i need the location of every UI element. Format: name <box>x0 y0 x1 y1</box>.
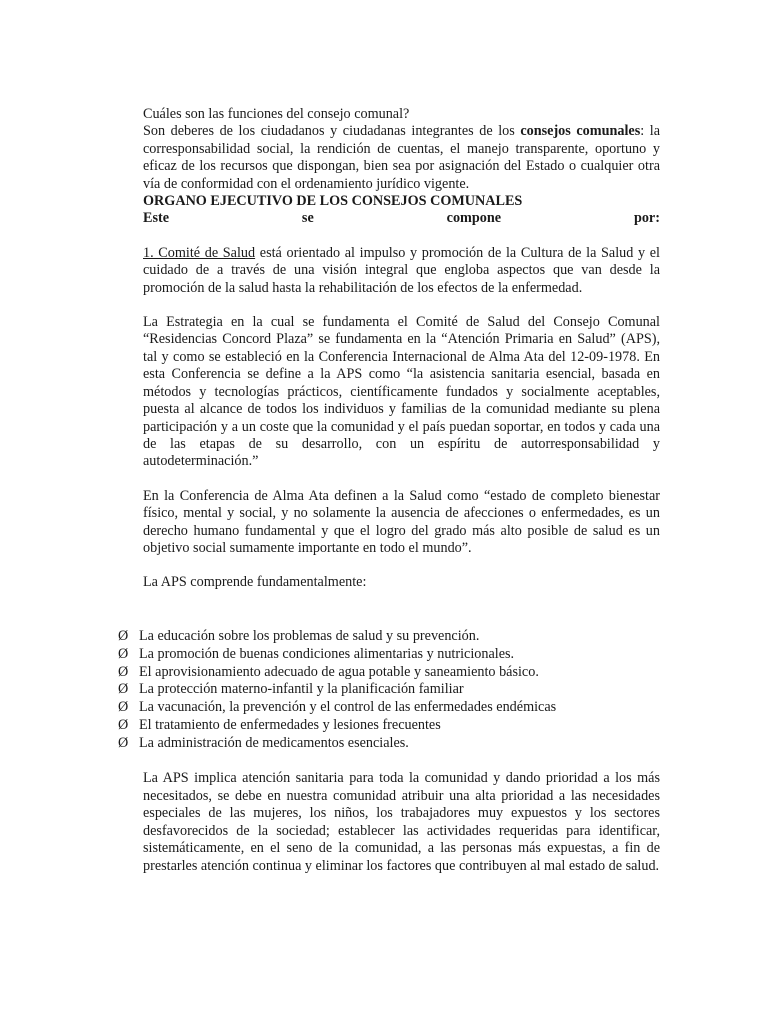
compose-line <box>143 210 660 227</box>
compose-word: Este <box>143 210 170 227</box>
list-item <box>118 646 678 664</box>
alma-ata-paragraph: En la Conferencia de Alma Ata definen a la Salud como “estado de completo bienestar físico, mental y social, y no solamente la ausencia de afecciones o enfermedades, es un derecho humano fundamental y que el logro del grado más alto posible de salud es un objetivo social sumamente importante en todo el mundo”. <box>143 487 660 556</box>
list-item-text: El aprovisionamiento adecuado de agua potable y saneamiento básico. <box>139 663 539 680</box>
list-item <box>118 699 678 717</box>
compose-word: se <box>301 210 314 227</box>
compose-word: por: <box>633 210 660 227</box>
aps-implica-paragraph: La APS implica atención sanitaria para toda la comunidad y dando prioridad a los más necesitados, se debe en nuestra comunidad atribuir una alta prioridad a las necesidades especiales de las mujeres, los niños, los trabajadores muy expuestos y los sectores desfavorecidos de la sociedad; establecer las actividades requeridas para identificar, sistemáticamente, en el seno de la comunidad, a las personas más expuestas, a fin de prestarles atención continua y eliminar los factores que contribuyen al mal estado de salud. <box>143 770 660 874</box>
question-line: Cuáles son las funciones del consejo comunal? <box>143 106 410 122</box>
aps-comprende-line: La APS comprende fundamentalmente: <box>143 574 367 591</box>
bullet-icon: Ø <box>118 663 129 680</box>
list-item <box>118 735 678 753</box>
list-item-text: La promoción de buenas condiciones alimentarias y nutricionales. <box>139 645 515 662</box>
list-item <box>118 717 678 735</box>
bullet-icon: Ø <box>118 716 129 733</box>
bullet-icon: Ø <box>118 628 129 644</box>
list-item <box>118 628 678 646</box>
intro-bold-term: consejos comunales <box>520 123 641 140</box>
list-item-text: La administración de medicamentos esenciales. <box>139 734 409 751</box>
comite-text: está orientado al impulso y promoción de la Cultura de la Salud y el cuidado de a través de una visión integral que engloba aspectos que van desde la promoción de la salud hasta la rehabilitación de los efectos de la enfermedad. <box>143 244 660 296</box>
aps-list <box>118 628 678 753</box>
bullet-icon: Ø <box>118 645 129 662</box>
intro-text-end: : la corresponsabilidad social, la rendición de cuentas, el manejo transparente, oportuno y eficaz de los recursos que dispongan, bien sea por asignación del Estado o cualquier otra vía de conformidad con el ordenamiento jurídico vigente. <box>143 123 660 192</box>
section-heading: ORGANO EJECUTIVO DE LOS CONSEJOS COMUNALES <box>143 193 523 210</box>
bullet-icon: Ø <box>118 681 129 698</box>
document-body <box>143 106 660 592</box>
estrategia-paragraph: La Estrategia en la cual se fundamenta el Comité de Salud del Consejo Comunal “Residencias Concord Plaza” se fundamenta en la “Atención Primaria en Salud” (APS), tal y como se estableció en la Conferencia Internacional de Alma Ata del 12-09-1978. En esta Conferencia se define a la APS como “la asistencia sanitaria esencial, basada en métodos y tecnologías prácticos, científicamente fundados y socialmente aceptables, puesta al alcance de todos los individuos y familias de la comunidad mediante su plena participación y a un coste que la comunidad y el país puedan soportar, en todos y cada una de las etapas de su desarrollo, con un espíritu de autorresponsabilidad y autodeterminación.” <box>143 314 660 470</box>
bullet-icon: Ø <box>118 734 129 751</box>
comite-de-salud-link[interactable]: 1. Comité de Salud <box>143 244 256 261</box>
comite-paragraph <box>143 245 660 297</box>
list-item <box>118 664 678 682</box>
list-item-text: La educación sobre los problemas de salud y su prevención. <box>139 628 480 644</box>
list-item-text: La protección materno-infantil y la planificación familiar <box>139 681 464 698</box>
compose-word: compone <box>446 210 502 227</box>
list-item-text: El tratamiento de enfermedades y lesiones frecuentes <box>139 716 441 733</box>
list-item-text: La vacunación, la prevención y el control de las enfermedades endémicas <box>139 699 557 716</box>
intro-text-start: Son deberes de los ciudadanos y ciudadanas integrantes de los <box>143 123 521 140</box>
list-item <box>118 681 678 699</box>
intro-paragraph <box>143 123 660 193</box>
bullet-icon: Ø <box>118 699 129 716</box>
